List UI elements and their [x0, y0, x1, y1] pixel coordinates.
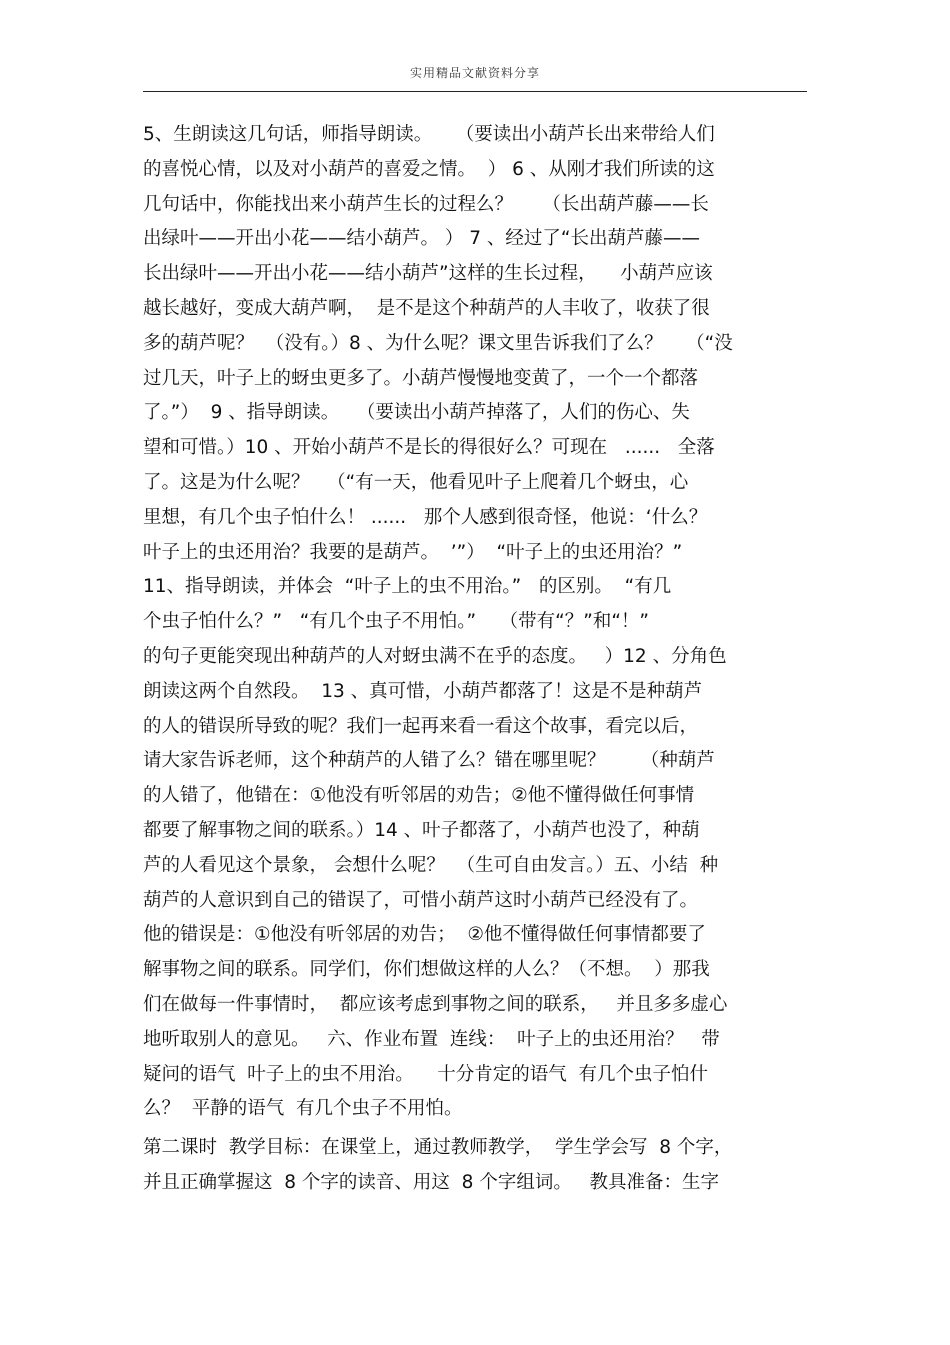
header-divider	[143, 91, 807, 92]
text-line: 朗读这两个自然段。 13 、真可惜，小葫芦都落了！这是不是种葫芦	[143, 680, 703, 702]
text-line: 几句话中，你能找出来小葫芦生长的过程么？ （长出葫芦藤——长	[143, 193, 709, 215]
text-line: 么？ 平静的语气 有几个虫子不用怕。	[143, 1098, 463, 1120]
text-line: 的人错了，他错在：①他没有听邻居的劝告；②他不懂得做任何事情	[143, 785, 695, 807]
lesson-two-line: 并且正确掌握这 8 个字的读音、用这 8 个字组词。 教具准备：生字	[143, 1171, 719, 1193]
text-line: 里想，有几个虫子怕什么！ ...... 那个人感到很奇怪，他说：‘什么？	[143, 506, 708, 528]
document-body	[143, 118, 813, 1201]
text-line: 多的葫芦呢？ （没有。）8 、为什么呢？课文里告诉我们了么？ （“没	[143, 332, 733, 354]
text-line: 5、生朗读这几句话，师指导朗读。 （要读出小葫芦长出来带给人们	[143, 124, 715, 145]
text-line: 过几天，叶子上的蚜虫更多了。小葫芦慢慢地变黄了，一个一个都落	[143, 367, 699, 389]
text-line: 解事物之间的联系。同学们，你们想做这样的人么？（不想。 ）那我	[143, 959, 710, 981]
text-line: 们在做每一件事情时， 都应该考虑到事物之间的联系， 并且多多虚心	[143, 993, 728, 1015]
text-line: 都要了解事物之间的联系。）14 、叶子都落了，小葫芦也没了，种葫	[143, 819, 700, 841]
text-line: 的喜悦心情，以及对小葫芦的喜爱之情。 ） 6 、从刚才我们所读的这	[143, 158, 715, 180]
page-header: 实用精品文献资料分享	[409, 66, 540, 80]
text-line: 的句子更能突现出种葫芦的人对蚜虫满不在乎的态度。 ）12 、分角色	[143, 645, 727, 667]
text-line: 越长越好，变成大葫芦啊， 是不是这个种葫芦的人丰收了，收获了很	[143, 297, 710, 319]
text-line: 11、指导朗读，并体会 “叶子上的虫不用治。” 的区别。 “有几	[143, 576, 672, 598]
text-line: 葫芦的人意识到自己的错误了，可惜小葫芦这时小葫芦已经没有了。	[143, 889, 699, 911]
text-line: 的人的错误所导致的呢？我们一起再来看一看这个故事，看完以后，	[143, 715, 699, 737]
text-line: 出绿叶——开出小花——结小葫芦。 ） 7 、经过了“长出葫芦藤——	[143, 228, 700, 250]
lesson-two-line: 第二课时 教学目标：在课堂上，通过教师教学， 学生学会写 8 个字，	[143, 1137, 733, 1159]
text-line: 地听取别人的意见。 六、作业布置 连线： 叶子上的虫还用治？ 带	[143, 1028, 720, 1050]
text-line: 望和可惜。）10 、开始小葫芦不是长的得很好么？可现在 ...... 全落	[143, 437, 715, 459]
text-line: 长出绿叶——开出小花——结小葫芦”这样的生长过程， 小葫芦应该	[143, 263, 713, 285]
text-line: 叶子上的虫还用治？我要的是葫芦。 ’”） “叶子上的虫还用治？”	[143, 541, 683, 563]
text-line: 芦的人看见这个景象， 会想什么呢？ （生可自由发言。）五、小结 种	[143, 854, 719, 876]
text-line: 了。”） 9 、指导朗读。 （要读出小葫芦掉落了，人们的伤心、失	[143, 402, 690, 424]
text-line: 个虫子怕什么？” “有几个虫子不用怕。” （带有“？”和“！”	[143, 611, 650, 633]
text-line: 他的错误是：①他没有听邻居的劝告； ②他不懂得做任何事情都要了	[143, 924, 706, 946]
text-line: 请大家告诉老师，这个种葫芦的人错了么？错在哪里呢？ （种葫芦	[143, 750, 715, 772]
text-line: 了。这是为什么呢？ （“有一天，他看见叶子上爬着几个蚜虫，心	[143, 471, 689, 493]
text-line: 疑问的语气 叶子上的虫不用治。 十分肯定的语气 有几个虫子怕什	[143, 1063, 709, 1085]
